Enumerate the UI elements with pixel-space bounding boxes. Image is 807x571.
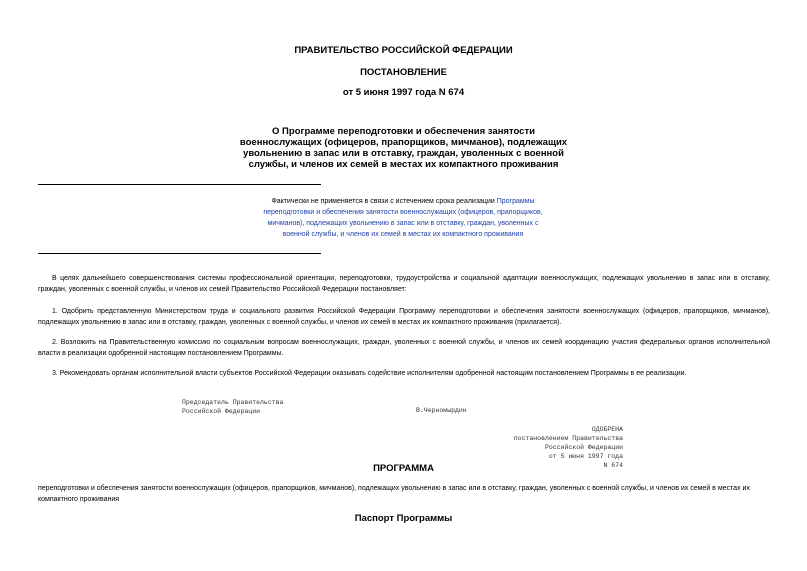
item-2-paragraph: 2. Возложить на Правительственную комиссию по социальным вопросам военнослужащих, граждан, уволенных с военной службы, и членов их семей координацию участия федеральных органов исполнительной власти в реализации одобренной настоящим постановлением Программы. <box>38 339 770 357</box>
signature-name: В.Черномырдин <box>416 407 467 414</box>
divider-bottom <box>38 253 321 254</box>
program-link[interactable]: Программы переподготовки и обеспечения занятости военнослужащих (офицеров, прапорщиков, мичманов), подлежащих увольнению в запас или в отставку, граждан, уволенных с военной службы, и членов их семей в местах их компактного проживания <box>263 198 543 238</box>
status-note <box>256 196 550 240</box>
status-note-text: Фактически не применяется в связи с истечением срока реализации <box>271 198 497 205</box>
government-name: ПРАВИТЕЛЬСТВО РОССИЙСКОЙ ФЕДЕРАЦИИ <box>294 45 513 56</box>
item-3-paragraph: 3. Рекомендовать органам исполнительной власти субъектов Российской Федерации оказывать содействие исполнителям одобренной настоящим постановлением Программы в ее реализации. <box>52 370 687 377</box>
signature-position-line1: Председатель Правительства <box>182 399 284 406</box>
signature-position <box>182 398 283 416</box>
document-title: О Программе переподготовки и обеспечения занятости военнослужащих (офицеров, прапорщиков, мичманов), подлежащих увольнению в запас или в отставку, граждан, уволенных с военной службы, и членов их семей в местах их компактного проживания <box>239 126 568 170</box>
approval-line2: постановлением Правительства <box>513 435 623 442</box>
approval-line3: Российской Федерации <box>544 444 623 451</box>
divider-top <box>38 184 321 185</box>
program-subtitle: переподготовки и обеспечения занятости военнослужащих (офицеров, прапорщиков, мичманов), подлежащих увольнению в запас или в отставку, граждан, уволенных с военной службы, и членов их семей в местах их компактного проживания <box>38 485 750 503</box>
approval-line5: N 674 <box>603 462 623 469</box>
approval-line1: ОДОБРЕНА <box>591 426 623 433</box>
item-1-paragraph: 1. Одобрить представленную Министерством труда и социального развития Российской Федерации Программу переподготовки и обеспечения занятости военнослужащих (офицеров, прапорщиков, мичманов), подлежащих увольнению в запас или в отставку, граждан, уволенных с военной службы, и членов их семей в местах их компактного проживания (прилагается). <box>38 308 770 326</box>
signature-position-line2: Российской Федерации <box>182 408 261 415</box>
approval-line4: от 5 июня 1997 года <box>548 453 623 460</box>
program-heading: ПРОГРАММА <box>373 463 434 474</box>
preamble-paragraph: В целях дальнейшего совершенствования системы профессиональной ориентации, переподготовки, трудоустройства и социальной адаптации военнослужащих, подлежащих увольнению в запас или в отставку, граждан, уволенных с военной службы, и членов их семей Правительство Российской Федерации постановляет: <box>38 275 770 293</box>
document-date-number: от 5 июня 1997 года N 674 <box>342 87 465 98</box>
passport-heading: Паспорт Программы <box>354 513 453 524</box>
document-type: ПОСТАНОВЛЕНИЕ <box>360 67 447 78</box>
